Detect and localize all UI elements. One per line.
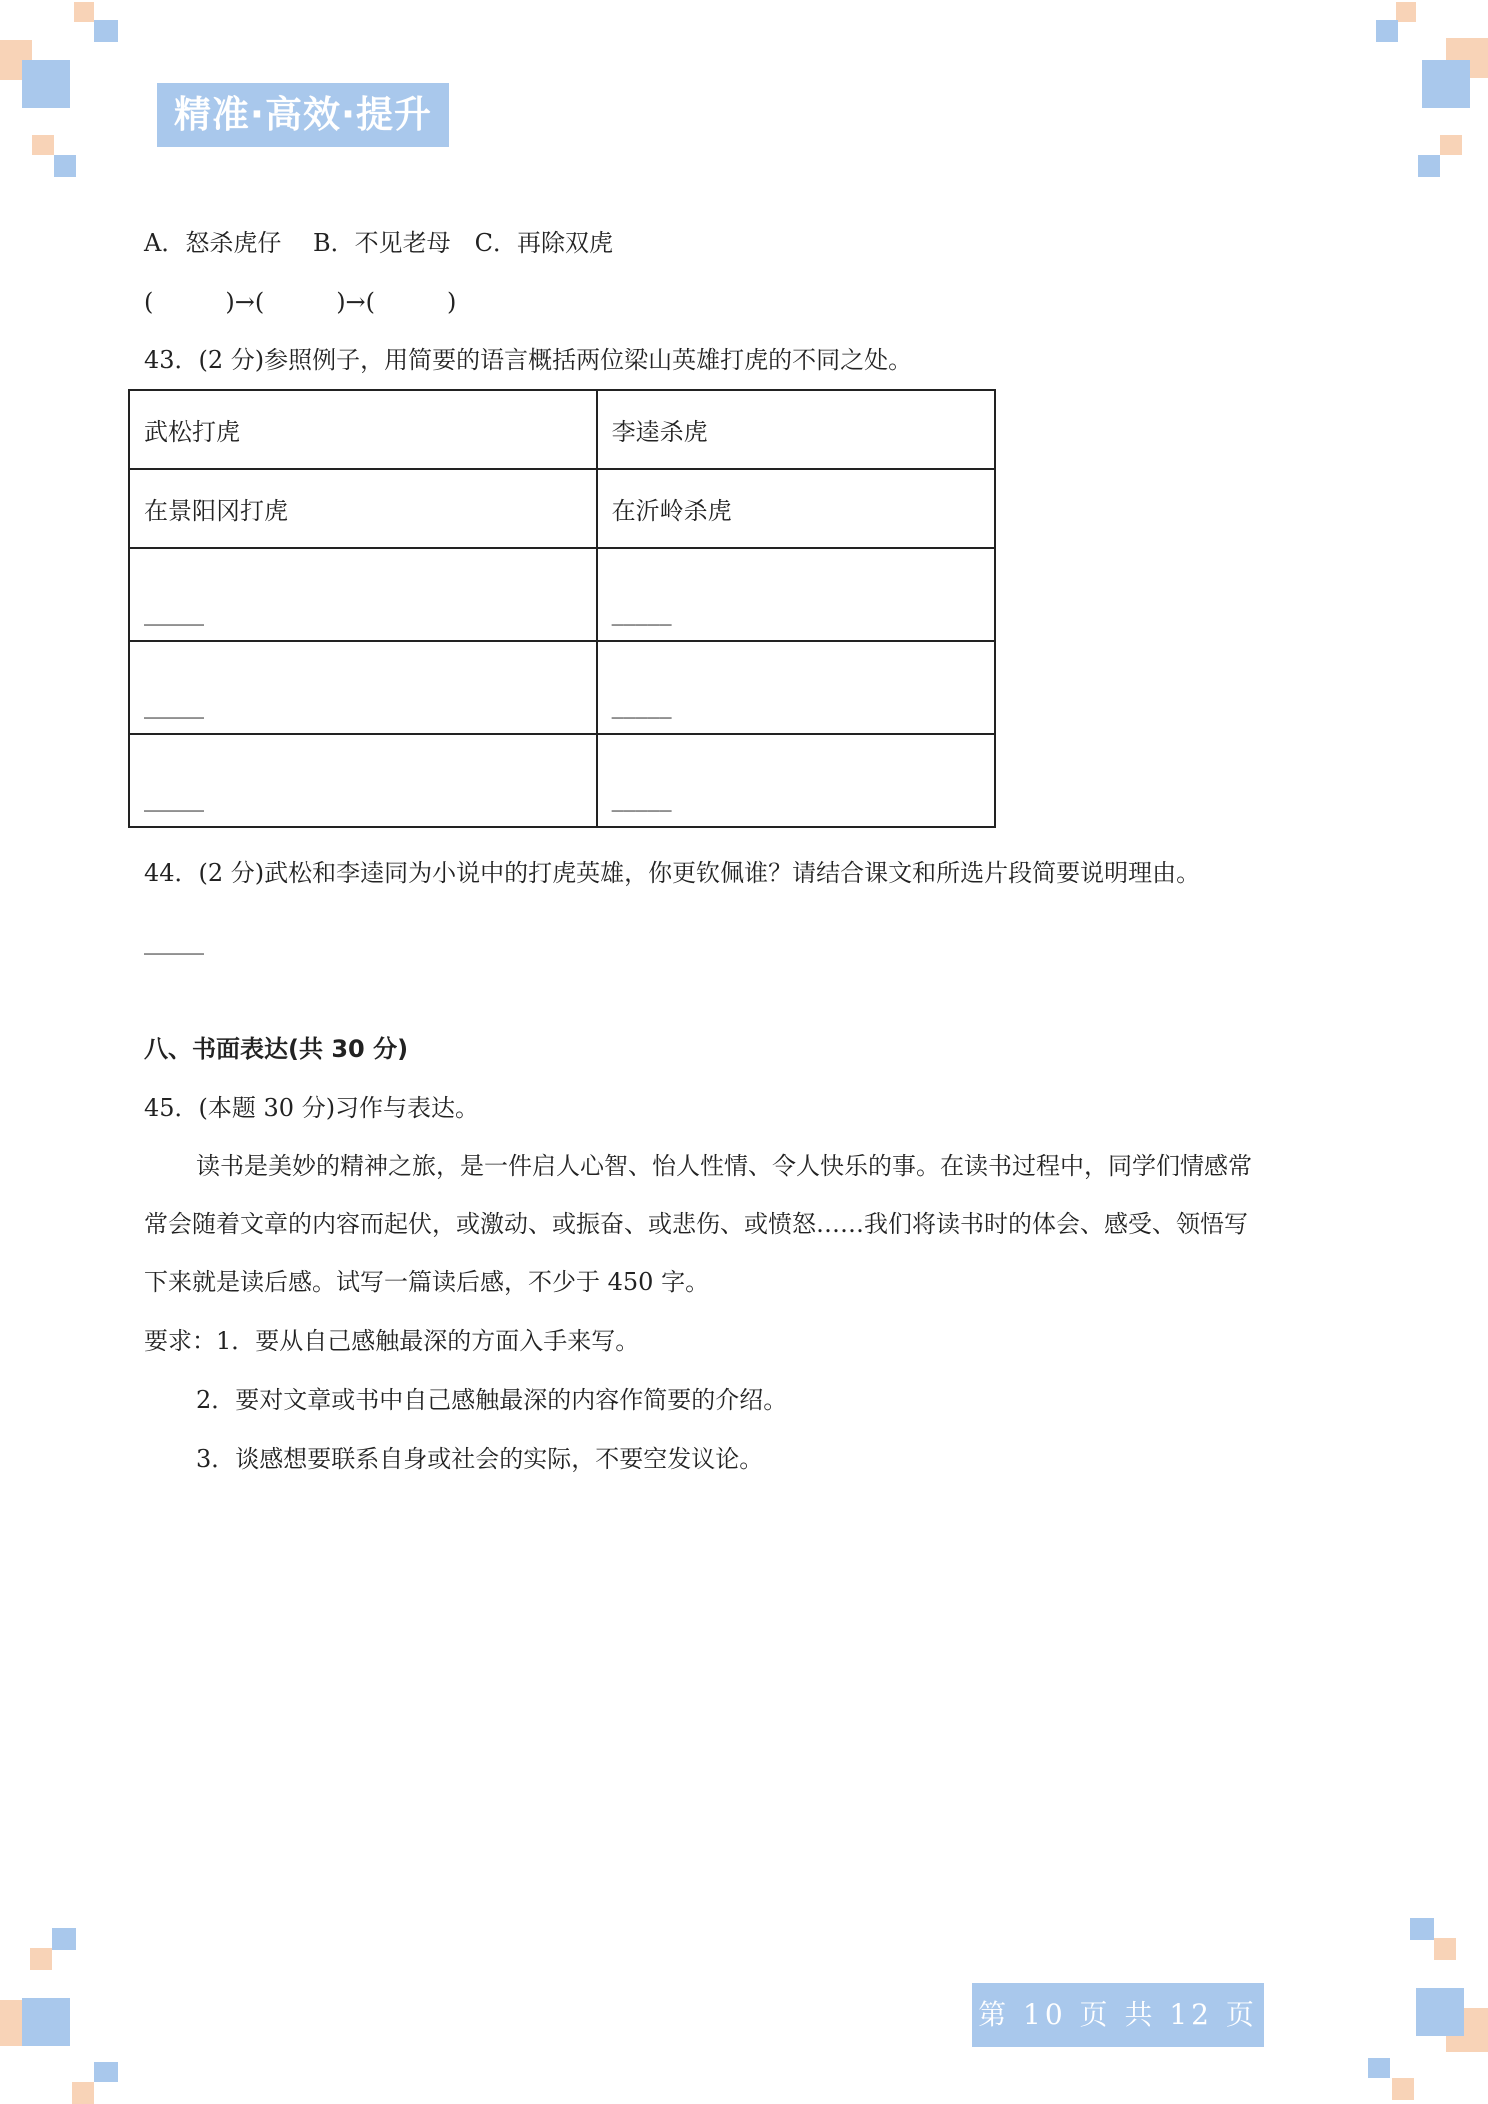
table-example-likui: 在沂岭杀虎: [597, 469, 995, 548]
table-row: [129, 734, 995, 827]
requirement-2: 2．要对文章或书中自己感触最深的内容作简要的介绍。: [196, 1386, 788, 1414]
page-number-label: 第 10 页 共 12 页: [972, 1983, 1264, 2047]
table-row: [129, 548, 995, 641]
answer-blank[interactable]: _____: [129, 734, 597, 827]
table-row: [129, 641, 995, 734]
answer-blank[interactable]: _____: [597, 548, 995, 641]
answer-blank[interactable]: _____: [597, 641, 995, 734]
answer-blank[interactable]: _____: [597, 734, 995, 827]
question-44-answer-blank[interactable]: _____: [144, 927, 204, 955]
question-44-prompt: 44．(2 分)武松和李逵同为小说中的打虎英雄，你更钦佩谁？请结合课文和所选片段简要说明理由。: [144, 859, 1201, 887]
question-42-options: A．怒杀虎仔 B．不见老母 C．再除双虎: [144, 229, 613, 257]
table-header-wusong: 武松打虎: [129, 390, 597, 469]
section-8-title: 八、书面表达(共 30 分): [144, 1035, 409, 1063]
question-42-answer-blanks: ( )→( )→( ): [144, 288, 457, 316]
answer-blank[interactable]: _____: [129, 548, 597, 641]
question-43-prompt: 43．(2 分)参照例子，用简要的语言概括两位梁山英雄打虎的不同之处。: [144, 346, 913, 374]
requirement-3: 3．谈感想要联系自身或社会的实际，不要空发议论。: [196, 1445, 764, 1473]
answer-blank[interactable]: _____: [129, 641, 597, 734]
requirement-1: 要求：1．要从自己感触最深的方面入手来写。: [144, 1327, 640, 1355]
table-row: [129, 390, 995, 469]
comparison-table: [128, 389, 996, 828]
essay-paragraph-line: 读书是美妙的精神之旅，是一件启人心智、怡人性情、令人快乐的事。在读书过程中，同学们情感常: [196, 1152, 1252, 1180]
table-example-wusong: 在景阳冈打虎: [129, 469, 597, 548]
table-header-likui: 李逵杀虎: [597, 390, 995, 469]
header-banner: 精准·高效·提升: [157, 83, 449, 147]
question-45-prompt: 45．(本题 30 分)习作与表达。: [144, 1094, 480, 1122]
table-row: [129, 469, 995, 548]
essay-paragraph-line: 下来就是读后感。试写一篇读后感，不少于 450 字。: [144, 1268, 710, 1296]
essay-paragraph-line: 常会随着文章的内容而起伏，或激动、或振奋、或悲伤、或愤怒……我们将读书时的体会、感受、领悟写: [144, 1210, 1248, 1238]
